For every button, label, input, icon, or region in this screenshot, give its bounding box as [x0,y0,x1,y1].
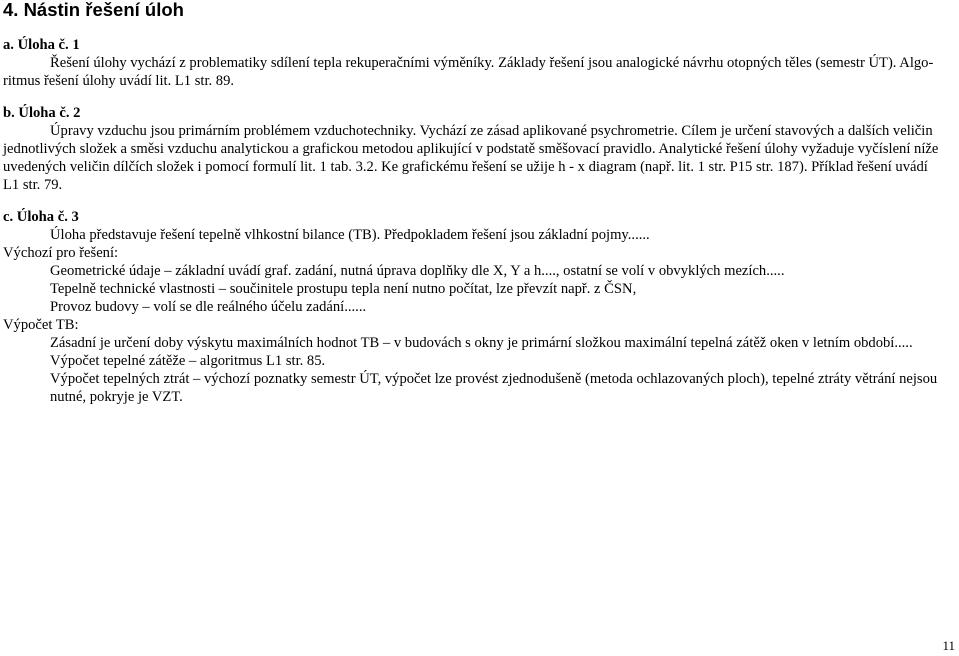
task-c-line-1: Úloha představuje řešení tepelně vlhkostní bilance (TB). Předpokladem řešení jsou základní pojmy...... [50,227,650,243]
task-c-line-8: Výpočet tepelné zátěže – algoritmus L1 str. 85. [50,353,326,369]
task-c-line-4: Tepelně technické vlastnosti – součinitele prostupu tepla není nutno počítat, lze převzít např. z ČSN, [50,281,637,297]
task-c-line-5: Provoz budovy – volí se dle reálného účelu zadání...... [50,299,367,315]
task-a-line-1: Řešení úlohy vychází z problematiky sdílení tepla rekuperačními výměníky. Základy řešení jsou analogické návrhu otopných těles (semestr ÚT). Algo- [50,55,934,71]
task-c-line-2: Výchozí pro řešení: [3,245,119,261]
task-b-line-2: jednotlivých složek a směsi vzduchu analytickou a grafickou metodou aplikující v podstatě směšovací pravidlo. Analytické řešení úlohy vyžaduje vyčíslení níže [3,141,939,157]
task-b-title: b. Úloha č. 2 [3,105,81,121]
task-a-title: a. Úloha č. 1 [3,37,80,53]
task-b-line-4: L1 str. 79. [3,177,63,193]
page-number: 11 [942,638,955,653]
task-a-line-2: ritmus řešení úlohy uvádí lit. L1 str. 89. [3,73,235,89]
section-heading: 4. Nástin řešení úloh [3,0,184,20]
task-b-line-3: uvedených veličin dílčích složek i pomocí formulí lit. 1 tab. 3.2. Ke grafickému řešení se užije h - x diagram (např. lit. 1 str. P15 str. 187). Příklad řešení uvádí [3,159,928,175]
task-c-line-10: nutné, pokryje je VZT. [50,389,183,405]
task-c-line-7: Zásadní je určení doby výskytu maximálních hodnot TB – v budovách s okny je primární složkou maximální tepelná zátěž oken v letním období..... [50,335,913,351]
task-c-title: c. Úloha č. 3 [3,209,79,225]
task-c-line-6: Výpočet TB: [3,317,79,333]
task-c-line-3: Geometrické údaje – základní uvádí graf. zadání, nutná úprava doplňky dle X, Y a h...., ostatní se volí v obvyklých mezích..... [50,263,785,279]
task-b-line-1: Úpravy vzduchu jsou primárním problémem vzduchotechniky. Vychází ze zásad aplikované psychrometrie. Cílem je určení stavových a dalších veličin [50,123,933,139]
task-c-line-9: Výpočet tepelných ztrát – výchozí poznatky semestr ÚT, výpočet lze provést zjednodušeně (metoda ochlazovaných ploch), tepelné ztráty větrání nejsou [50,371,938,387]
